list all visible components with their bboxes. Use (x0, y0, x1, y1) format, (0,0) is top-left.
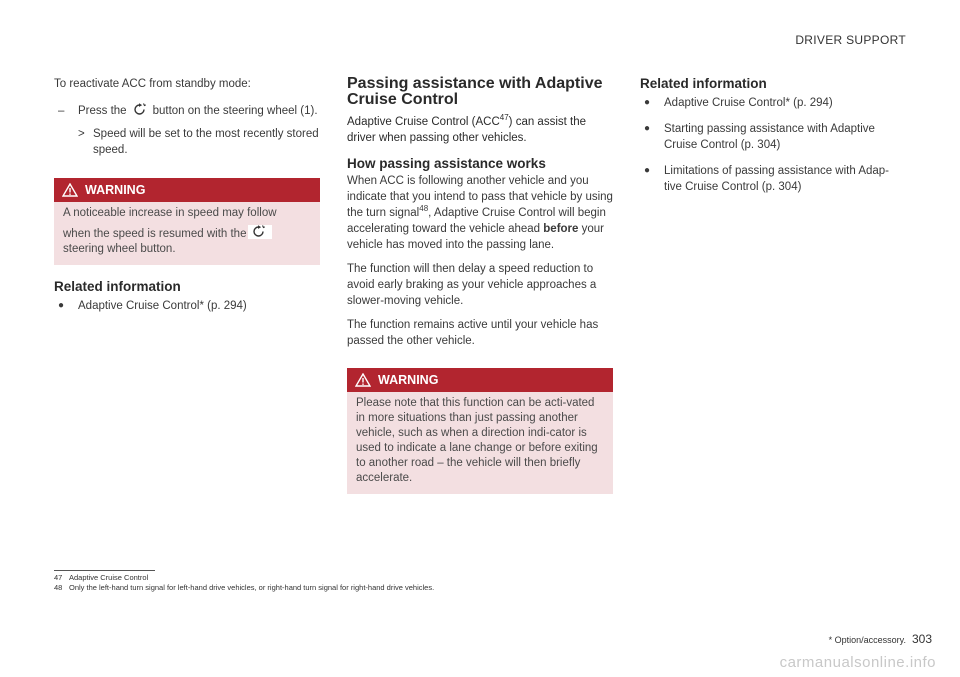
reactivate-intro: To reactivate ACC from standby mode: (54, 78, 251, 90)
step-result (54, 126, 320, 158)
warning-body (54, 202, 320, 265)
related-link-text[interactable]: Starting passing assistance with Adaptive Cruise Control (p. 304) (664, 123, 875, 151)
related-info-heading: Related information (640, 76, 767, 91)
column-1 (54, 76, 320, 314)
column-3 (640, 76, 906, 205)
warning-triangle-icon (355, 373, 371, 387)
section-intro (347, 114, 613, 146)
intro-text-b: ) can assist the driver when passing other vehicles. (347, 116, 587, 144)
p1-text-c: your vehicle has moved into the passing lane. (347, 223, 605, 251)
bullet-dot: ● (644, 123, 651, 134)
warning-header (54, 178, 320, 202)
warning-title: WARNING (378, 373, 439, 387)
page-section-header: DRIVER SUPPORT (795, 33, 906, 47)
result-marker: > (78, 128, 85, 140)
related-link-text[interactable]: Adaptive Cruise Control* (p. 294) (664, 97, 833, 109)
p1-text-a: When ACC is following another vehicle and you indicate that you intend to pass that vehicle by using the turn signal (347, 175, 613, 219)
bullet-dot: ● (58, 300, 65, 311)
option-accessory-note: * Option/accessory. (828, 635, 906, 645)
step-press-button (54, 103, 320, 119)
warning-line-1: A noticeable increase in speed may follow (63, 207, 277, 219)
warning-title: WARNING (85, 183, 146, 197)
footnote-number: 47 (54, 573, 63, 582)
paragraph-3: The function remains active until your vehicle has passed the other vehicle. (347, 319, 599, 347)
related-info-heading: Related information (54, 279, 181, 294)
related-link-limitations[interactable] (640, 163, 906, 195)
paragraph-2: The function will then delay a speed reduction to avoid early braking as your vehicle approaches a slower-moving vehicle. (347, 263, 597, 307)
footnote-ref-48[interactable]: 48 (419, 204, 429, 214)
related-link-text[interactable]: Limitations of passing assistance with Adap-tive Cruise Control (p. 304) (664, 165, 890, 193)
footnote-text: Adaptive Cruise Control (69, 573, 149, 582)
intro-text-a: Adaptive Cruise Control (ACC (347, 116, 500, 128)
warning-text: Please note that this function can be acti-vated in more situations than just passing another vehicle, such as when a direction indi-cator is used to indicate a lane change or before exiting to another road – the vehicle will then briefly accelerate. (356, 397, 598, 484)
footnote-ref-47[interactable]: 47 (499, 113, 509, 123)
p1-bold-before: before (543, 223, 579, 235)
related-link-text[interactable]: Adaptive Cruise Control* (p. 294) (78, 300, 247, 312)
paragraph-1 (347, 173, 613, 253)
subsection-title: How passing assistance works (347, 156, 546, 171)
result-text: Speed will be set to the most recently stored speed. (93, 128, 319, 156)
step-dash: – (58, 105, 65, 117)
warning-box-passing (347, 368, 613, 494)
footnote-48 (54, 583, 434, 593)
warning-triangle-icon (62, 183, 78, 197)
bullet-dot: ● (644, 97, 651, 108)
warning-line-3: steering wheel button. (63, 243, 176, 255)
cruise-resume-icon (248, 225, 272, 239)
footnote-text: Only the left-hand turn signal for left-hand drive vehicles, or right-hand turn signal for right-hand drive vehicles. (69, 583, 435, 592)
related-link-acc[interactable] (54, 298, 320, 314)
section-title: Passing assistance with Adaptive Cruise Control (347, 75, 603, 108)
step-text-before: Press the (78, 105, 127, 117)
column-2 (347, 76, 613, 494)
page-number: 303 (911, 632, 932, 646)
warning-body (347, 392, 613, 494)
related-link-starting-passing[interactable] (640, 121, 906, 153)
footnote-number: 48 (54, 583, 63, 592)
footnote-47 (54, 573, 148, 583)
page-footer (829, 632, 932, 646)
cruise-resume-icon (133, 103, 147, 116)
watermark: carmanualsonline.info (779, 654, 936, 671)
warning-line-2-text: when the speed is resumed with the (63, 228, 247, 240)
p1-text-b: , Adaptive Cruise Control will begin accelerating toward the vehicle ahead (347, 207, 606, 235)
step-text-after: button on the steering wheel (1). (152, 105, 318, 117)
warning-line-2 (63, 225, 311, 242)
bullet-dot: ● (644, 165, 651, 176)
warning-header (347, 368, 613, 392)
footnote-rule (54, 570, 155, 571)
related-link-acc[interactable] (640, 95, 906, 111)
warning-box-resume (54, 178, 320, 265)
